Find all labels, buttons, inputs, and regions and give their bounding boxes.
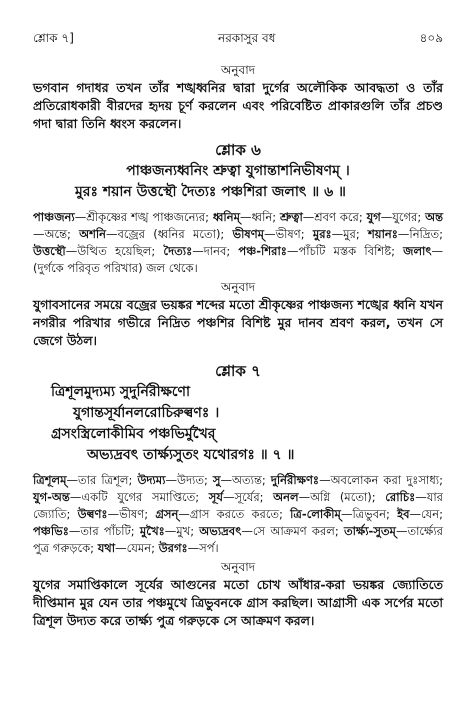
synonym-meaning: —যুগের;: [380, 210, 426, 224]
synonym-word: ভীষণম্: [232, 227, 265, 241]
synonym-meaning: —শ্রীকৃষ্ণের শঙ্খ পাঞ্চজন্যের;: [74, 210, 213, 224]
synonym-meaning: —অবলোকন করা দুঃসাধ্য;: [319, 473, 443, 487]
synonym-meaning: —ত্রিভুবন;: [340, 507, 398, 521]
header-verse-ref: শ্লোক ৭]: [33, 31, 74, 45]
synonym-meaning: —পাঁচটি মস্তক বিশিষ্ট;: [286, 244, 404, 258]
synonym-word: উল্বণঃ: [77, 507, 108, 521]
synonym-meaning: —তার্ক্ষ্যের পুত্র গরুড়কে;: [33, 524, 443, 555]
running-header: [33, 30, 443, 46]
synonym-word: মুরঃ: [312, 227, 332, 241]
synonym-word: পঞ্চভিঃ: [33, 524, 69, 538]
synonym-meaning: —নিদ্রিত;: [397, 227, 443, 241]
translation-text: যুগাবসানের সময়ে বজ্রের ভয়ঙ্কর শব্দের মতো শ্রীকৃষ্ণের পাঞ্চজন্য শঙ্খের ধ্বনি যখন নগরীর পরিখার গভীরে নিদ্রিত পঞ্চশির বিশিষ্ট মুর দানব শ্রবণ করল, তখন সে জেগে উঠল।: [33, 297, 443, 348]
synonym-meaning: —অত্যন্ত;: [220, 473, 271, 487]
synonym-word: ধ্বনিম্: [212, 210, 240, 224]
synonym-meaning: —উত্থিত হয়েছিল;: [65, 244, 164, 258]
synonym-meaning: —উদ্যত;: [165, 473, 213, 487]
synonym-word: সূর্য: [208, 490, 223, 504]
synonym-meaning: —ভীষণ;: [264, 227, 313, 241]
synonym-meaning: —যেমন;: [115, 541, 159, 555]
synonym-word: মুখৈঃ: [139, 524, 165, 538]
verse-line: পাঞ্চজন্যধ্বনিং শ্রুত্বা যুগান্তাশনিভীষণম্ ।: [126, 163, 350, 179]
synonym-meaning: —মুর;: [331, 227, 368, 241]
synonym-meaning: —তার ত্রিশূল;: [66, 473, 138, 487]
verse-title: শ্লোক ৬: [215, 141, 261, 159]
synonym-word: রোচিঃ: [385, 490, 416, 504]
synonym-meaning: —গ্রাস করতে করতে;: [178, 507, 291, 521]
verse-title: শ্লোক ৭: [215, 362, 261, 380]
synonym-word: সু: [212, 473, 221, 487]
synonym-meaning: —সর্প।: [187, 541, 219, 555]
synonym-word: উরগঃ: [158, 541, 188, 555]
translation-heading: অনুবাদ: [220, 280, 256, 294]
synonym-word: উত্তস্থৌ: [33, 244, 66, 258]
translation-heading: অনুবাদ: [220, 560, 256, 574]
synonym-word: অশনি: [79, 227, 107, 241]
synonym-word: উদ্যম্য: [137, 473, 166, 487]
synonym-meaning: —দানব;: [192, 244, 239, 258]
synonym-word: অনল: [273, 490, 299, 504]
verse-line: অভ্যদ্রবৎ তার্ক্ষ্যসুতং যথোরগঃ ॥ ৭ ॥: [87, 447, 295, 463]
synonym-meaning: —তার পাঁচটি;: [68, 524, 140, 538]
synonym-meaning: —যেন;: [409, 507, 444, 521]
verse-line: মুরঃ শয়ান উত্তস্থৌ দৈত্যঃ পঞ্চশিরা জলাৎ ॥ ৬ ॥: [75, 184, 346, 200]
synonym-word: শয়ানঃ: [367, 227, 398, 241]
synonym-word: শ্রুত্বা: [279, 210, 303, 224]
synonym-word: দুর্নিরীক্ষণঃ: [270, 473, 320, 487]
synonyms-paragraph: [33, 472, 443, 557]
synonym-meaning: —অগ্নি (মতো);: [298, 490, 386, 504]
synonym-meaning: —সে আক্রমণ করল;: [241, 524, 344, 538]
synonyms-paragraph: [33, 209, 443, 277]
synonym-meaning: —অন্তে;: [33, 227, 80, 241]
synonym-word: ত্রিশূলম্: [33, 473, 67, 487]
synonym-word: ইব: [397, 507, 410, 521]
synonym-meaning: —একটি যুগের সমাপ্তিতে;: [69, 490, 209, 504]
synonym-meaning: —যার জ্যোতি;: [33, 490, 444, 521]
header-page-number: ৪০৯: [419, 31, 443, 45]
synonym-meaning: —(দুর্গকে পরিবৃত পরিখার) জল থেকে।: [33, 244, 443, 275]
synonym-word: ত্রি-লোকীম্: [290, 507, 341, 521]
synonym-word: গ্রসন্: [155, 507, 179, 521]
synonym-word: যুগ: [366, 210, 381, 224]
synonym-meaning: —সূর্যের;: [223, 490, 274, 504]
header-chapter-title: নরকাসুর বধ: [218, 31, 276, 45]
translation-heading: অনুবাদ: [220, 63, 256, 77]
synonym-word: অন্ত: [425, 210, 443, 224]
synonym-word: পাঞ্চজন্য: [33, 210, 75, 224]
synonym-meaning: —মুখ;: [164, 524, 200, 538]
synonym-word: তার্ক্ষ্য-সুতম্: [343, 524, 396, 538]
synonym-word: পঞ্চ-শিরাঃ: [238, 244, 287, 258]
synonym-word: জলাৎ: [403, 244, 432, 258]
synonym-meaning: —ভীষণ;: [107, 507, 156, 521]
synonym-word: যুগ-অন্ত: [33, 490, 70, 504]
verse-line: ত্রিশূলমুদ্যম্য সুদুর্নিরীক্ষণো: [51, 384, 191, 400]
synonym-word: অভ্যদ্রবৎ: [199, 524, 242, 538]
synonym-word: যথা: [97, 541, 116, 555]
verse-line: যুগান্তসূর্যানলরোচিরুল্বণঃ ।: [73, 405, 220, 421]
translation-text: যুগের সমাপ্তিকালে সূর্যের আগুনের মতো চোখ আঁধার-করা ভয়ঙ্কর জ্যোতিতে দীপ্তিমান মুর যেন তার পঞ্চমুখে ত্রিভুবনকে গ্রাস করছিল। আগ্রাসী এক সর্পের মতো ত্রিশূল উদ্যত করে তার্ক্ষ্য পুত্র গরুড়কে সে আক্রমণ করল।: [33, 577, 443, 628]
synonym-meaning: —শ্রবণ করে;: [302, 210, 367, 224]
synonym-meaning: —বজ্রের (ধ্বনির মতো);: [106, 227, 233, 241]
synonym-meaning: —ধ্বনি;: [239, 210, 280, 224]
synonym-word: দৈত্যঃ: [163, 244, 193, 258]
translation-text: ভগবান গদাধর তখন তাঁর শঙ্খধ্বনির দ্বারা দুর্গের অলৌকিক আবদ্ধতা ও তাঁর প্রতিরোধকারী বীরদের হৃদয় চূর্ণ করলেন এবং পরিবেষ্টিত প্রাকারগুলি তাঁর প্রচণ্ড গদা দ্বারা তিনি ধ্বংস করলেন।: [33, 80, 443, 131]
verse-line: গ্রসংস্ত্রিলোকীমিব পঞ্চভির্মুখৈর্: [51, 426, 216, 442]
